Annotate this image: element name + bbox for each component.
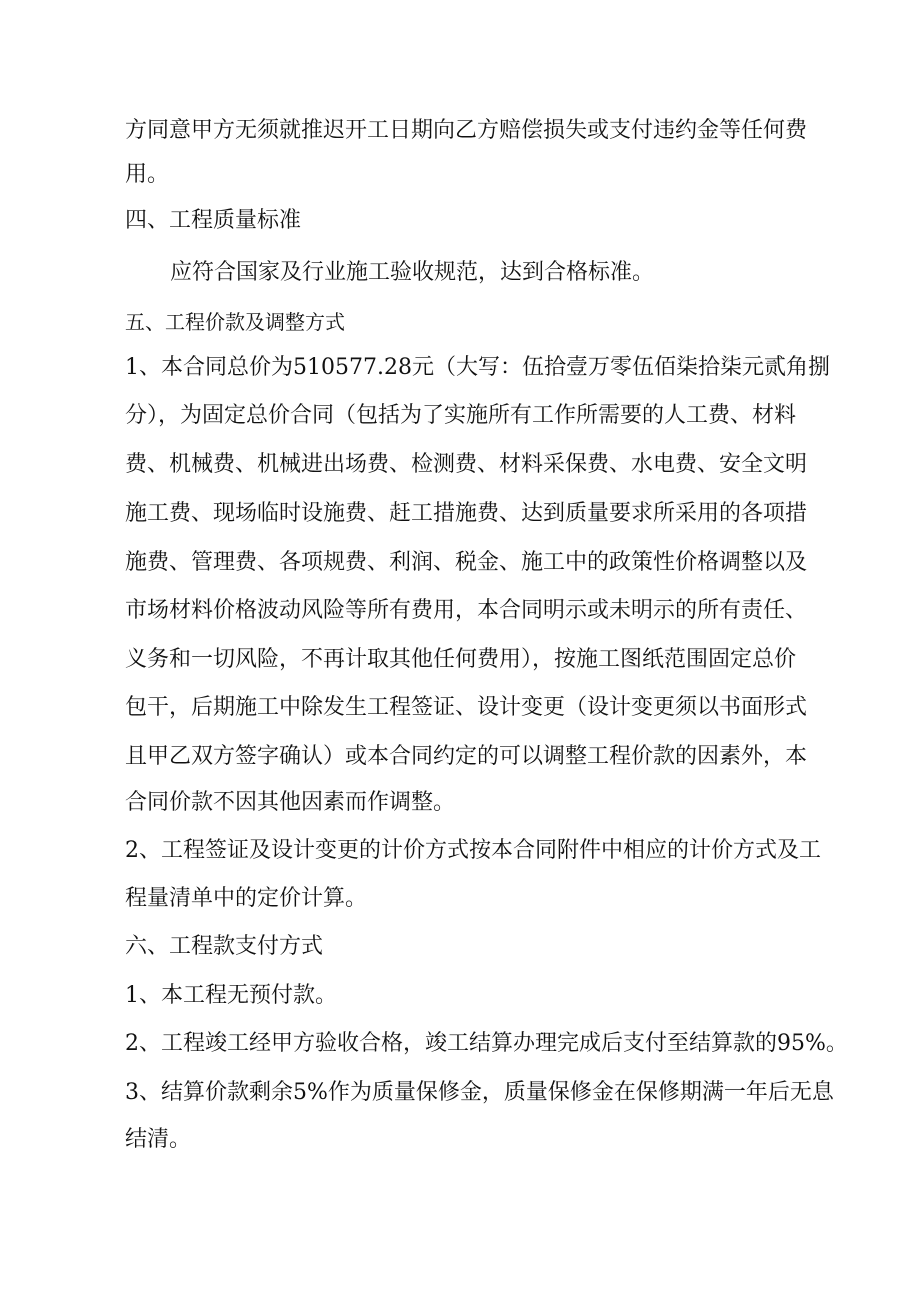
paragraph-line: 程量清单中的定价计算。 (125, 886, 368, 911)
paragraph-line: 分），为固定总价合同（包括为了实施所有工作所需要的人工费、材料 (125, 403, 797, 428)
paragraph-line: 且甲乙双方签字确认）或本合同约定的可以调整工程价款的因素外，本 (125, 744, 808, 769)
paragraph-line: 应符合国家及行业施工验收规范，达到合格标准。 (170, 260, 655, 285)
paragraph-line: 3、结算价款剩余5%作为质量保修金，质量保修金在保修期满一年后无息 (125, 1080, 834, 1105)
paragraph-line: 义务和一切风险，不再计取其他任何费用），按施工图纸范围固定总价 (125, 647, 797, 672)
paragraph-line: 合同价款不因其他因素而作调整。 (125, 790, 456, 815)
paragraph-line: 施费、管理费、各项规费、利润、税金、施工中的政策性价格调整以及 (125, 550, 808, 575)
paragraph-line: 费、机械费、机械进出场费、检测费、材料采保费、水电费、安全文明 (125, 452, 808, 477)
section-heading-6: 六、工程款支付方式 (125, 934, 324, 959)
section-heading-5: 五、工程价款及调整方式 (125, 310, 345, 334)
paragraph-line: 施工费、现场临时设施费、赶工措施费、达到质量要求所采用的各项措 (125, 501, 808, 526)
paragraph-line: 1、本合同总价为510577.28元（大写：伍拾壹万零伍佰柒拾柒元贰角捌 (125, 355, 830, 380)
section-heading-4: 四、工程质量标准 (125, 208, 302, 233)
paragraph-line: 2、工程签证及设计变更的计价方式按本合同附件中相应的计价方式及工 (125, 838, 821, 863)
paragraph-line: 市场材料价格波动风险等所有费用，本合同明示或未明示的所有责任、 (125, 598, 808, 623)
paragraph-line: 用。 (125, 162, 170, 187)
paragraph-line: 1、本工程无预付款。 (125, 983, 337, 1008)
paragraph-line: 包干，后期施工中除发生工程签证、设计变更（设计变更须以书面形式 (125, 695, 808, 720)
paragraph-line: 结清。 (125, 1127, 192, 1152)
paragraph-line: 2、工程竣工经甲方验收合格，竣工结算办理完成后支付至结算款的95%。 (125, 1031, 848, 1056)
paragraph-line: 方同意甲方无须就推迟开工日期向乙方赔偿损失或支付违约金等任何费 (125, 118, 808, 143)
